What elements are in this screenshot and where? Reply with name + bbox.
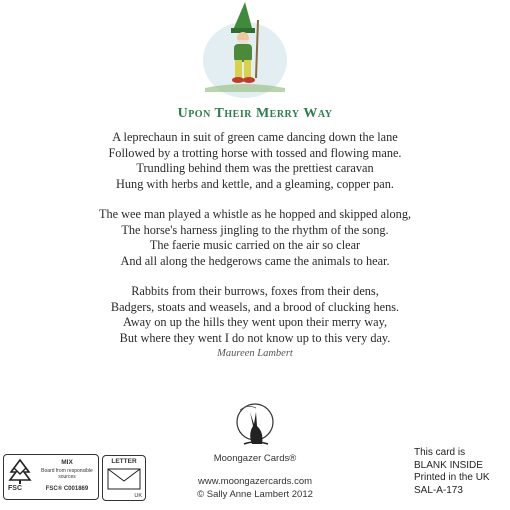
fsc-logo (3, 454, 99, 500)
poem (0, 130, 510, 361)
letter-label: LETTER (111, 458, 137, 465)
poem-line: Trundling behind them was the prettiest caravan (136, 161, 374, 175)
card-info-line: BLANK INSIDE (414, 459, 483, 471)
card-info (414, 447, 490, 497)
poem-line: But where they went I do not know up to this very day. (119, 330, 391, 345)
card-info-line: Printed in the UK (414, 472, 490, 483)
fsc-mix: MIX (61, 459, 73, 466)
fsc-board-text: Board from responsible sources (41, 468, 93, 480)
envelope-icon (107, 468, 141, 490)
publisher-url: www.moongazercards.com (197, 476, 313, 487)
stanza-3 (0, 284, 510, 346)
leprechaun-illustration (200, 0, 290, 98)
poem-line: Badgers, stoats and weasels, and a brood of clucking hens. (110, 299, 400, 314)
stanza-1 (0, 130, 510, 192)
poem-line: And all along the hedgerows came the animals to hear. (120, 253, 390, 268)
fsc-tree-icon (8, 458, 32, 486)
letter-country: UK (134, 493, 142, 499)
moongazer-hare-moon-logo (226, 398, 284, 450)
poem-line: Followed by a trotting horse with tossed and flowing mane. (108, 145, 402, 160)
poem-line: The faerie music carried on the air so clear (149, 238, 361, 252)
poem-title: Upon Their Merry Way (177, 106, 333, 121)
stanza-2 (0, 207, 510, 269)
fsc-mark: FSC (8, 485, 22, 492)
card-info-line: SAL-A-173 (414, 484, 463, 496)
poem-line: Rabbits from their burrows, foxes from their dens, (131, 284, 379, 298)
poem-line: The wee man played a whistle as he hopped and skipped along, (98, 207, 412, 221)
copyright: © Sally Anne Lambert 2012 (197, 489, 313, 500)
card-info-line: This card is (414, 447, 466, 458)
poem-line: The horse's harness jingling to the rhythm of the song. (121, 222, 389, 237)
fsc-code: FSC® C001869 (45, 486, 89, 492)
poem-line: Away on up the hills they went upon their merry way, (122, 315, 388, 329)
publisher-name: Moongazer Cards® (213, 453, 297, 464)
poem-line: Hung with herbs and kettle, and a gleaming, copper pan. (116, 176, 394, 191)
poem-author: Maureen Lambert (217, 348, 293, 359)
letter-postage-mark (102, 455, 146, 501)
poem-line: A leprechaun in suit of green came dancing down the lane (112, 130, 398, 144)
